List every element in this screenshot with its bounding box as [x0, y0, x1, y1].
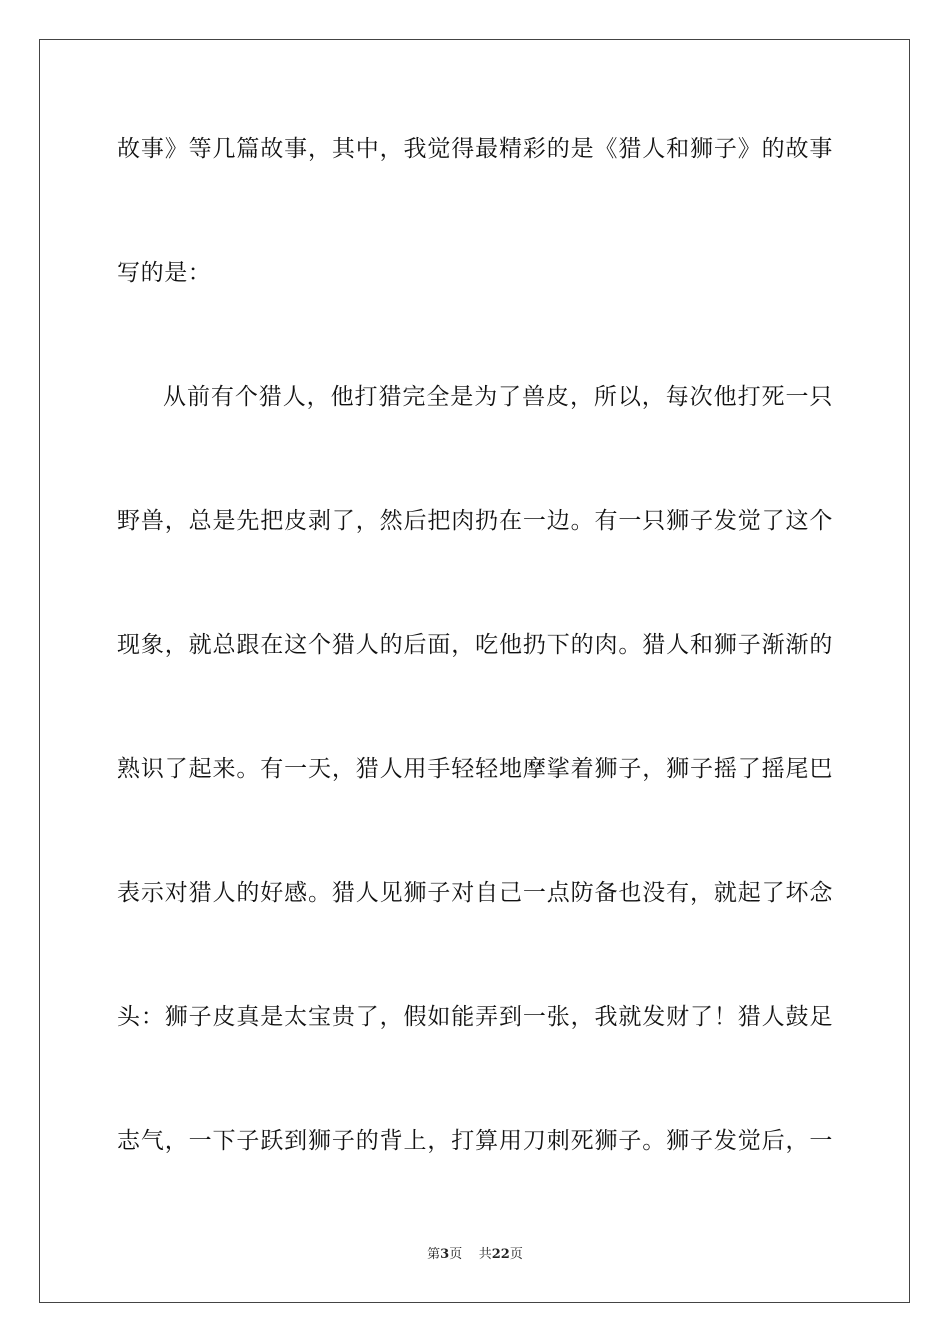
text-line-1: 故事》等几篇故事，其中，我觉得最精彩的是《猎人和狮子》的故事 — [117, 136, 833, 162]
page-suffix: 页 — [449, 1247, 463, 1262]
page-footer — [0, 1246, 950, 1264]
total-suffix: 页 — [509, 1247, 523, 1262]
page-border — [39, 39, 910, 1303]
page-number: 3 — [440, 1247, 450, 1262]
text-line-3: 从前有个猎人，他打猎完全是为了兽皮，所以，每次他打死一只 — [163, 384, 833, 410]
text-line-7: 表示对猎人的好感。猎人见狮子对自己一点防备也没有，就起了坏念 — [117, 880, 833, 906]
total-pages: 22 — [491, 1247, 510, 1262]
text-line-5: 现象，就总跟在这个猎人的后面，吃他扔下的肉。猎人和狮子渐渐的 — [117, 632, 833, 658]
text-line-8: 头：狮子皮真是太宝贵了，假如能弄到一张，我就发财了！猎人鼓足 — [117, 1004, 833, 1030]
total-prefix: 共 — [478, 1247, 492, 1262]
text-line-9: 志气，一下子跃到狮子的背上，打算用刀刺死狮子。狮子发觉后，一 — [117, 1128, 833, 1154]
text-line-6: 熟识了起来。有一天，猎人用手轻轻地摩挲着狮子，狮子摇了摇尾巴 — [117, 756, 833, 782]
text-line-4: 野兽，总是先把皮剥了，然后把肉扔在一边。有一只狮子发觉了这个 — [117, 508, 833, 534]
page-prefix: 第 — [427, 1247, 441, 1262]
text-line-2: 写的是： — [117, 260, 212, 286]
